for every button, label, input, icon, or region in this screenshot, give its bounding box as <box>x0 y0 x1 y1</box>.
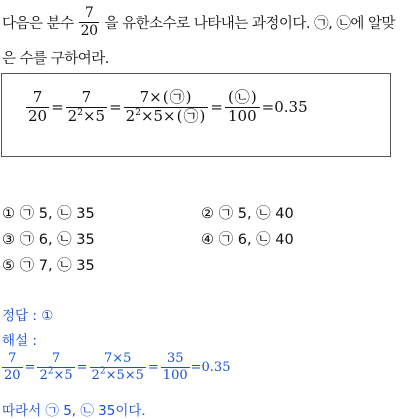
box-frac-4-den: 100 <box>227 106 257 125</box>
den-rest: ×5 <box>82 106 106 125</box>
equals-sign: = <box>51 98 64 117</box>
box-frac-1-den: 20 <box>28 106 48 125</box>
choice-1[interactable] <box>2 202 95 223</box>
choice-number: ① <box>2 206 15 222</box>
choice-number: ② <box>201 206 214 222</box>
question-text-post: 을 유한소수로 나타내는 과정이다. ㉠, ㉡에 알맞 <box>104 15 395 32</box>
choice-number: ③ <box>2 232 15 248</box>
choice-number: ⑤ <box>2 258 15 274</box>
den-exponent: 2 <box>77 107 83 118</box>
exp-frac-1-den: 20 <box>4 367 21 383</box>
choice-value-a: ㉠ 5, <box>218 206 252 222</box>
question-line-1 <box>2 6 395 38</box>
question-frac-den: 20 <box>80 22 98 39</box>
exp-frac-3-den <box>90 366 146 383</box>
derivation-box <box>1 73 391 157</box>
explanation-result: =0.35 <box>190 359 231 375</box>
choice-value-a: ㉠ 7, <box>19 258 53 274</box>
den-mid: ×5× <box>140 106 176 125</box>
box-frac-2-num: 7 <box>81 88 92 106</box>
equals-sign: = <box>109 98 122 117</box>
box-frac-4-num: (㉡) <box>227 88 257 106</box>
den-base: 2 <box>67 106 78 125</box>
box-frac-3-den: $2^2\times 5\times(㉠)$ <box>125 106 206 125</box>
den-exponent: 2 <box>47 366 54 377</box>
choice-5[interactable] <box>2 254 95 275</box>
choice-2[interactable] <box>201 202 294 223</box>
den-rest: ×5×5 <box>105 367 144 383</box>
box-frac-1 <box>26 90 49 125</box>
den-base: 2 <box>91 367 100 383</box>
question-text-pre: 다음은 분수 <box>2 15 74 32</box>
question-fraction <box>79 6 100 38</box>
question-frac-num: 7 <box>84 5 94 21</box>
exp-frac-4 <box>161 352 190 382</box>
equals-sign: = <box>147 359 159 375</box>
answer-label: 정답 : ① <box>2 308 54 324</box>
box-frac-3-num: 7×(㉠) <box>139 88 192 106</box>
exp-frac-3 <box>90 352 146 382</box>
box-result: =0.35 <box>261 98 308 117</box>
den-exponent: 2 <box>135 107 141 118</box>
choice-value-b: ㉡ 40 <box>256 232 294 248</box>
box-frac-2-den <box>66 106 107 125</box>
choice-number: ④ <box>201 232 214 248</box>
box-frac-3 <box>124 90 209 125</box>
question-line-2: 은 수를 구하여라. <box>2 51 109 67</box>
exp-frac-1 <box>2 352 23 382</box>
explanation-label: 해설 : <box>2 333 37 349</box>
box-frac-4 <box>225 90 260 125</box>
exp-frac-4-den: 100 <box>162 367 188 383</box>
exp-frac-2-den <box>37 366 74 383</box>
choice-4[interactable] <box>201 228 294 249</box>
blank-b-marker: ㉡ <box>234 88 250 106</box>
den-base: 2 <box>125 106 136 125</box>
choice-value-a: ㉠ 6, <box>218 232 252 248</box>
explanation-equation <box>2 352 230 382</box>
derivation-equation <box>26 90 308 125</box>
choice-value-b: ㉡ 35 <box>57 232 95 248</box>
den-rest: ×5 <box>53 367 73 383</box>
choice-value-a: ㉠ 5, <box>19 206 53 222</box>
equals-sign: = <box>24 359 36 375</box>
choice-3[interactable] <box>2 228 95 249</box>
equals-sign: = <box>210 98 223 117</box>
den-exponent: 2 <box>99 366 106 377</box>
choice-value-b: ㉡ 35 <box>57 206 95 222</box>
box-frac-2 <box>66 90 107 125</box>
equals-sign: = <box>76 359 88 375</box>
choice-value-a: ㉠ 6, <box>19 232 53 248</box>
conclusion-text: 따라서 ㉠ 5, ㉡ 35이다. <box>2 403 146 419</box>
den-base: 2 <box>39 367 48 383</box>
exp-frac-4-num: 35 <box>166 351 184 366</box>
num-pre: 7× <box>139 88 162 106</box>
box-frac-1-num: 7 <box>32 88 43 106</box>
choice-value-b: ㉡ 40 <box>256 206 294 222</box>
exp-frac-3-num: 7×5 <box>104 351 132 366</box>
exp-frac-2-num: 7 <box>51 351 61 366</box>
blank-a-marker: ㉠ <box>183 106 199 125</box>
choice-value-b: ㉡ 35 <box>57 258 95 274</box>
blank-a-marker: ㉠ <box>169 88 185 106</box>
exp-frac-1-num: 7 <box>8 351 17 366</box>
exp-frac-2 <box>37 352 74 382</box>
